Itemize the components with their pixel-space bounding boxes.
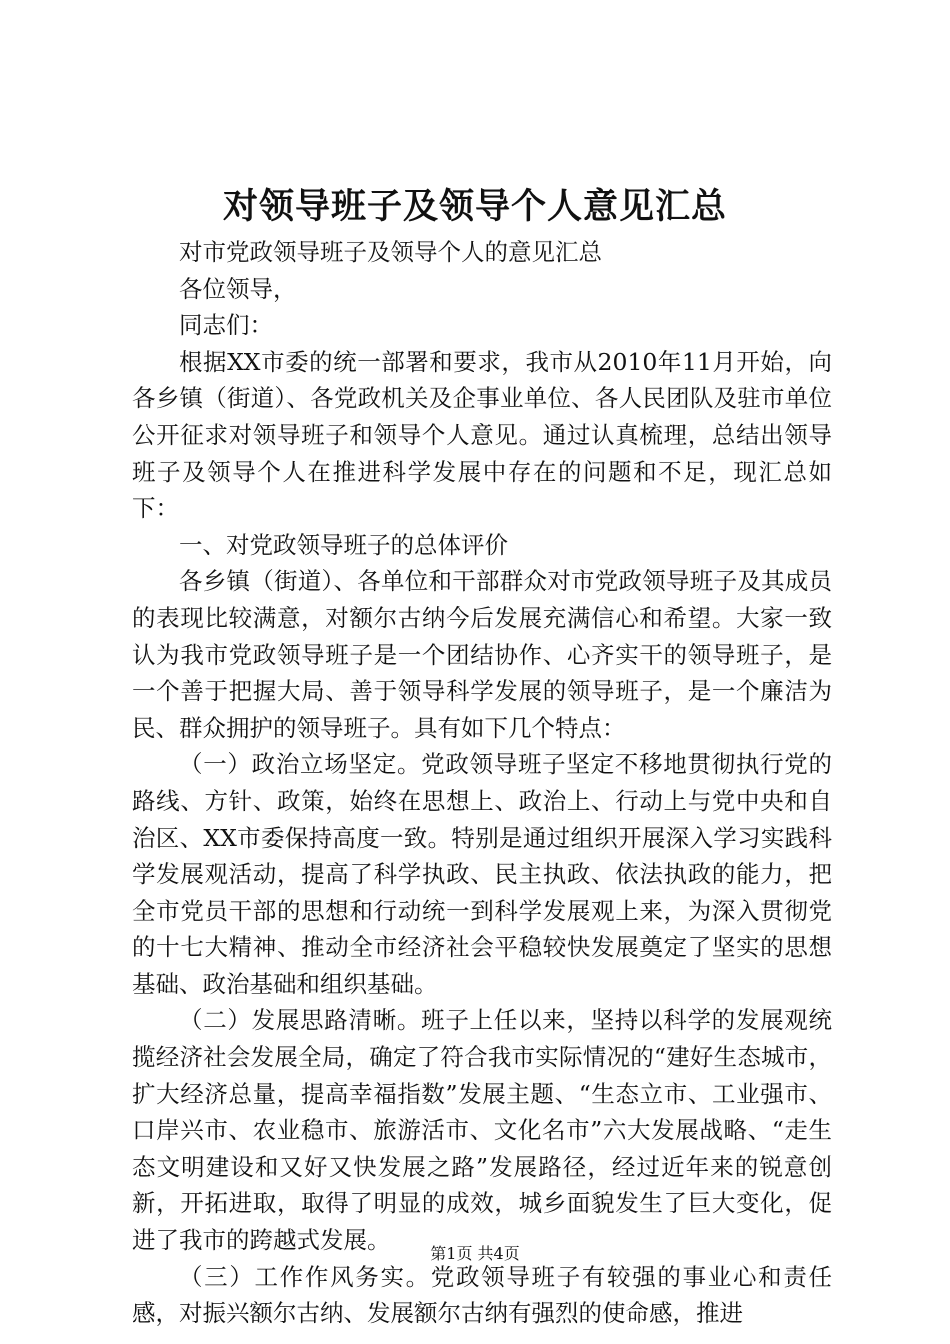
evaluation-paragraph: 各乡镇（街道）、各单位和干部群众对市党政领导班子及其成员的表现比较满意，对额尔古纳今后发展充满信心和希望。大家一致认为我市党政领导班子是一个团结协作、心齐实干的领导班子，是一个善于把握大局、善于领导科学发展的领导班子，是一个廉洁为民、群众拥护的领导班子。具有如下几个特点： bbox=[132, 567, 832, 742]
section-heading-1: 一、对党政领导班子的总体评价 bbox=[179, 530, 508, 559]
document-body bbox=[132, 234, 832, 1332]
intro-paragraph: 根据XX市委的统一部署和要求，我市从2010年11月开始，向各乡镇（街道）、各党政机关及企事业单位、各人民团队及驻市单位公开征求对领导班子和领导个人意见。通过认真梳理，总结出领导班子及领导个人在推进科学发展中存在的问题和不足，现汇总如下： bbox=[132, 347, 832, 523]
point-2-paragraph: （二）发展思路清晰。班子上任以来，坚持以科学的发展观统揽经济社会发展全局，确定了符合我市实际情况的“建好生态城市，扩大经济总量，提高幸福指数”发展主题、“生态立市、工业强市、口岸兴市、农业稳市、旅游活市、文化名市”六大发展战略、“走生态文明建设和又好又快发展之路”发展路径，经过近年来的锐意创新，开拓进取，取得了明显的成效，城乡面貌发生了巨大变化，促进了我市的跨越式发展。 bbox=[132, 1006, 832, 1255]
document-title: 对领导班子及领导个人意见汇总 bbox=[222, 186, 727, 227]
point-1-paragraph: （一）政治立场坚定。党政领导班子坚定不移地贯彻执行党的路线、方针、政策，始终在思想上、政治上、行动上与党中央和自治区、XX市委保持高度一致。特别是通过组织开展深入学习实践科学发展观活动，提高了科学执政、民主执政、依法执政的能力，把全市党员干部的思想和行动统一到科学发展观上来，为深入贯彻党的十七大精神、推动全市经济社会平稳较快发展奠定了坚实的思想基础、政治基础和组织基础。 bbox=[132, 750, 832, 998]
salutation-leaders: 各位领导， bbox=[179, 274, 297, 303]
page-number: 第1页 共4页 bbox=[430, 1244, 520, 1263]
subtitle-paragraph: 对市党政领导班子及领导个人的意见汇总 bbox=[179, 238, 602, 266]
salutation-comrades: 同志们： bbox=[179, 311, 273, 340]
point-3-paragraph: （三）工作作风务实。党政领导班子有较强的事业心和责任感，对振兴额尔古纳、发展额尔古纳有强烈的使命感，推进 bbox=[132, 1262, 832, 1328]
